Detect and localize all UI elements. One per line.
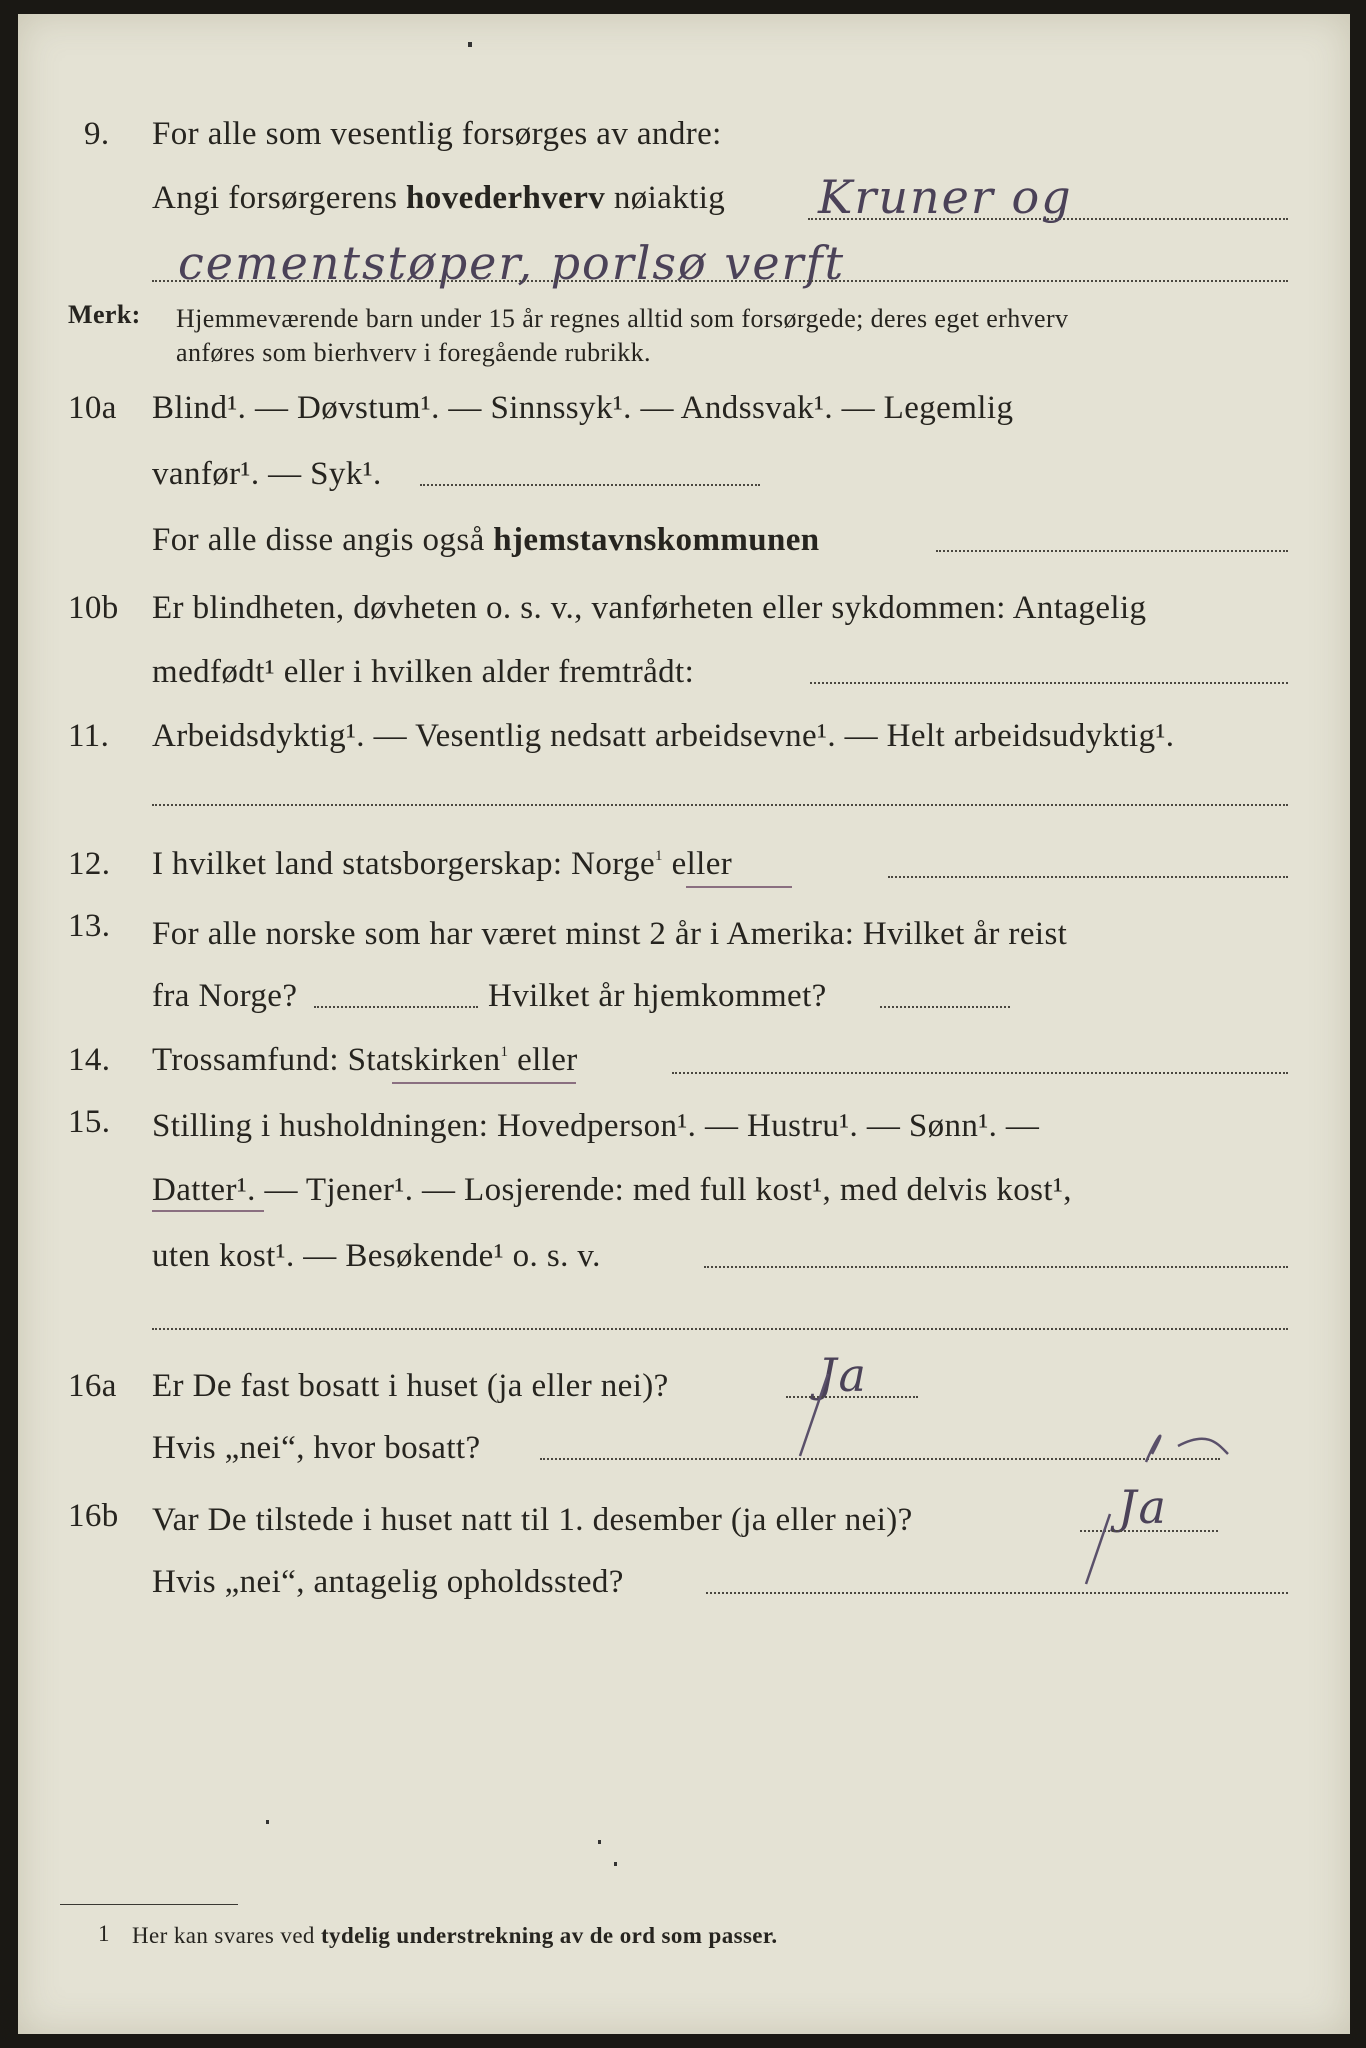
q10b-number: 10b — [68, 590, 119, 626]
q9-handwritten-2: cementstøper, porlsø verft — [178, 236, 846, 290]
q16a-answer-line-1 — [786, 1396, 918, 1398]
q11-number: 11. — [68, 718, 110, 754]
q10a-number: 10a — [68, 390, 117, 426]
q13-answer-line-2 — [880, 1006, 1010, 1008]
q12-answer-line — [888, 876, 1288, 878]
footnote-mark: 1 — [98, 1921, 110, 1946]
q16b-answer-line-1 — [1080, 1530, 1218, 1532]
footnote-text — [132, 1924, 778, 1947]
merk-line1: Hjemmeværende barn under 15 år regnes alltid som forsørgede; deres eget erhverv — [176, 304, 1069, 333]
q10a-line2: vanfør¹. — Syk¹. — [152, 456, 382, 492]
q10a-answer-line-2 — [936, 550, 1288, 552]
footnote-text-pre: Her kan svares ved — [132, 1923, 315, 1948]
q9-line1: For alle som vesentlig forsørges av andre: — [152, 116, 722, 152]
q9-answer-line-2 — [152, 280, 1288, 282]
speck — [468, 42, 472, 47]
speck — [598, 1840, 601, 1844]
q15-line3: uten kost¹. — Besøkende¹ o. s. v. — [152, 1238, 601, 1274]
q15-number: 15. — [68, 1104, 111, 1140]
q12-option-norge: Norge — [571, 846, 655, 882]
q14-answer-line — [672, 1072, 1288, 1074]
footnote-rule — [60, 1904, 238, 1905]
census-form-page — [18, 14, 1350, 2034]
q13-number: 13. — [68, 908, 111, 944]
q12-underline — [686, 886, 792, 888]
q16b-number: 16b — [68, 1498, 119, 1534]
footnote-text-bold: tydelig understrekning av de ord som passer. — [320, 1923, 778, 1948]
q14-option-statskirken: Statskirken — [347, 1042, 501, 1078]
q16b-handwritten: Ja — [1118, 1480, 1168, 1534]
q15-option-datter: Datter — [152, 1172, 237, 1208]
q16b-answer-line-2 — [706, 1592, 1288, 1594]
q14-line1: Trossamfund: Statskirken$^1$ eller — [152, 1042, 578, 1078]
q9-number: 9. — [84, 116, 110, 152]
speck — [614, 1862, 617, 1866]
q16a-handwritten: Ja — [818, 1348, 868, 1402]
q11-answer-line — [152, 804, 1288, 806]
q16a-answer-line-2 — [540, 1458, 1220, 1460]
q15-line2 — [152, 1174, 1072, 1207]
q9-line2-bold: hovederhverv — [406, 180, 606, 216]
q16b-line1: Var De tilstede i huset natt til 1. desember (ja eller nei)? — [152, 1502, 913, 1538]
q10a-line3 — [152, 524, 820, 557]
q16a-number: 16a — [68, 1368, 117, 1404]
q15-answer-line-2 — [152, 1328, 1288, 1330]
q14-line1-post: eller — [517, 1042, 578, 1078]
q12-number: 12. — [68, 846, 111, 882]
q12-line1-pre: I hvilket land statsborgerskap: — [152, 846, 563, 882]
q10b-line2: medfødt¹ eller i hvilken alder fremtrådt: — [152, 654, 695, 690]
q16a-line1: Er De fast bosatt i huset (ja eller nei)? — [152, 1368, 669, 1404]
q9-line2-pre: Angi forsørgerens — [152, 180, 398, 216]
q10a-answer-line-1 — [420, 484, 760, 486]
q10b-line1: Er blindheten, døvheten o. s. v., vanførheten eller sykdommen: Antagelig — [152, 590, 1147, 626]
q12-line1: I hvilket land statsborgerskap: Norge$^1$ eller — [152, 846, 733, 882]
q15-line1: Stilling i husholdningen: Hovedperson¹. — Hustru¹. — Sønn¹. — — [152, 1108, 1040, 1144]
q9-handwritten-1: Kruner og — [818, 170, 1073, 224]
q14-underline — [392, 1082, 576, 1084]
q9-line2-post: nøiaktig — [613, 180, 726, 216]
q15-answer-line-1 — [704, 1266, 1288, 1268]
q11-line1: Arbeidsdyktig¹. — Vesentlig nedsatt arbeidsevne¹. — Helt arbeidsudyktig¹. — [152, 718, 1175, 754]
q15-underline — [152, 1210, 264, 1212]
q10a-line1: Blind¹. — Døvstum¹. — Sinnssyk¹. — Andssvak¹. — Legemlig — [152, 390, 1014, 426]
q13-line2b: Hvilket år hjemkommet? — [488, 978, 827, 1014]
q13-line1: For alle norske som har været minst 2 år i Amerika: Hvilket år reist — [152, 916, 1068, 952]
q12-line1-post: eller — [671, 846, 733, 882]
q13-line2a: fra Norge? — [152, 978, 298, 1014]
speck — [266, 1820, 269, 1824]
q10a-line3-bold: hjemstavnskommunen — [493, 522, 820, 558]
q10a-line3-pre: For alle disse angis også — [152, 522, 485, 558]
q16b-line2: Hvis „nei“, antagelig opholdssted? — [152, 1564, 624, 1600]
q15-line2-post: ¹. — Tjener¹. — Losjerende: med full kost¹, med delvis kost¹, — [236, 1172, 1072, 1208]
q14-line1-pre: Trossamfund: — [152, 1042, 339, 1078]
q14-number: 14. — [68, 1042, 111, 1078]
q16a-line2: Hvis „nei“, hvor bosatt? — [152, 1430, 481, 1466]
merk-label: Merk: — [68, 300, 141, 329]
q13-answer-line-1 — [314, 1006, 478, 1008]
q10b-answer-line — [810, 682, 1288, 684]
merk-line2: anføres som bierhverv i foregående rubrikk. — [176, 338, 651, 367]
q9-line2 — [152, 182, 725, 215]
